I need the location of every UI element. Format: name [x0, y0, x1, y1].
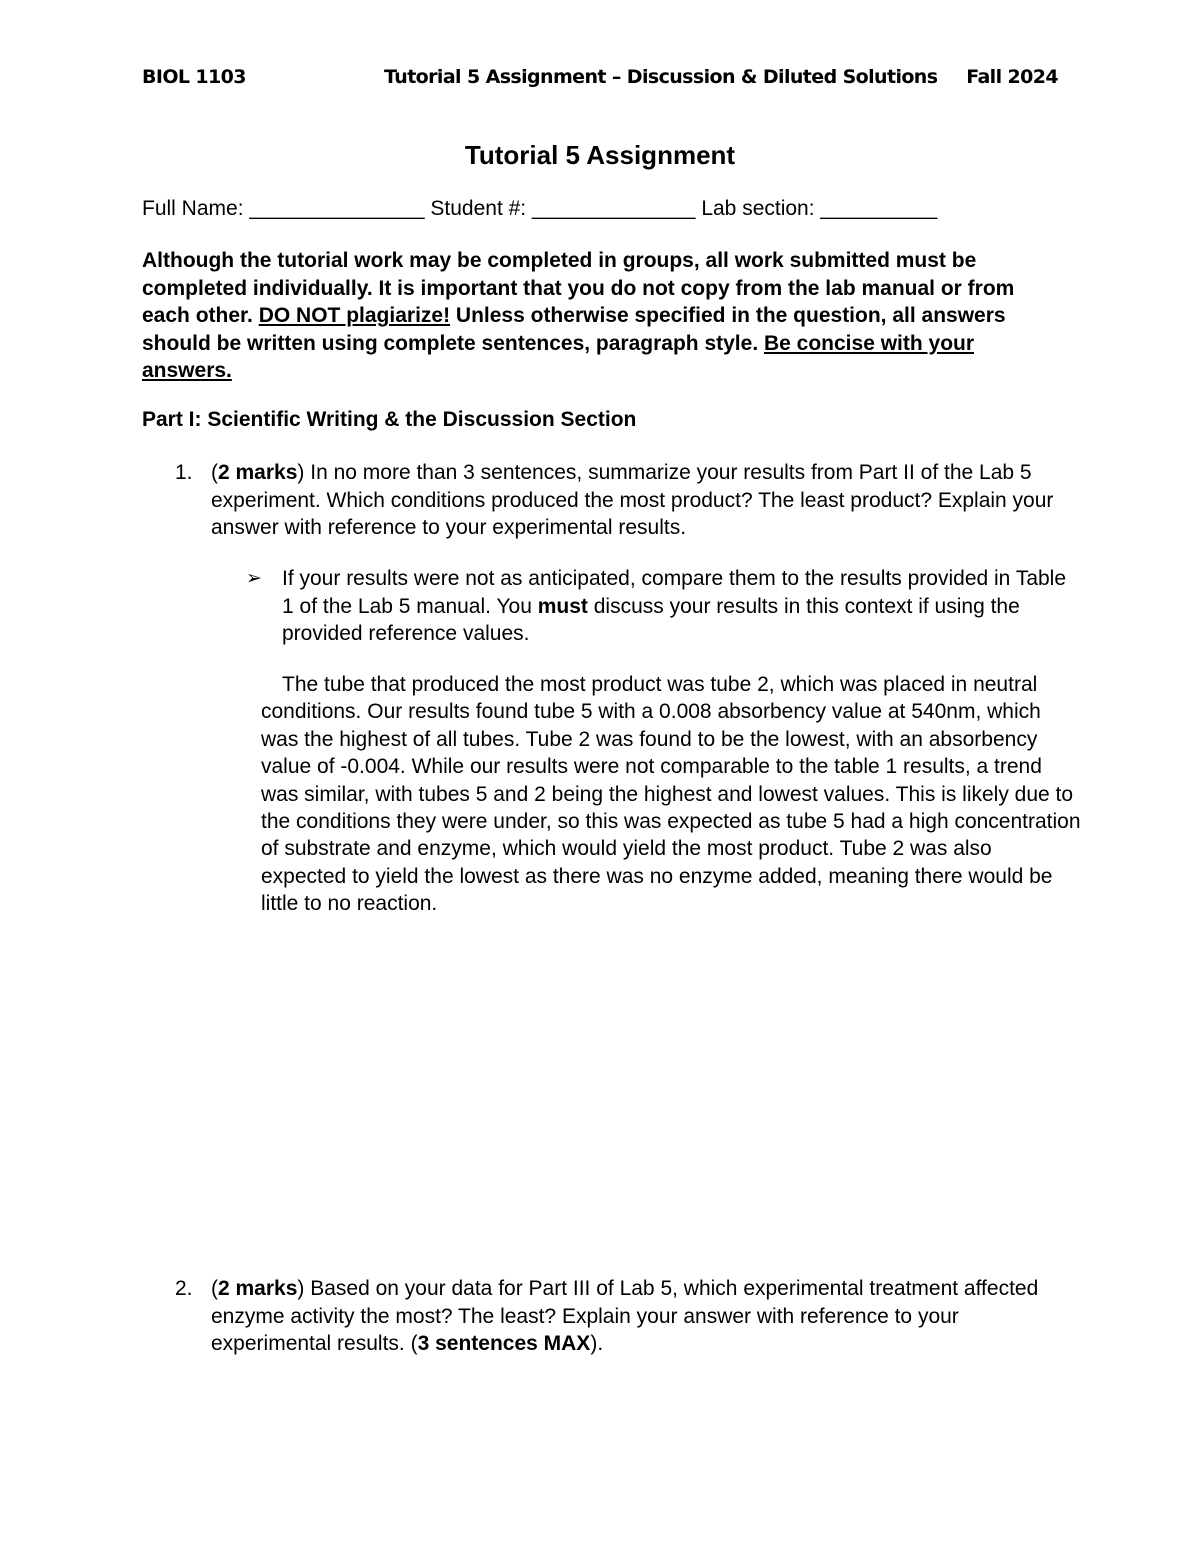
must-emphasis: must	[537, 594, 588, 618]
header-doc-title: Tutorial 5 Assignment – Discussion & Diluted Solutions	[384, 66, 938, 88]
question-2	[175, 1275, 1071, 1358]
notice-text-2: Unless otherwise specified in the question, all answers should be written using complete sentences, paragraph style.	[142, 304, 1006, 355]
paren: (	[211, 461, 218, 484]
lab-section-field: Lab section: __________	[701, 197, 938, 220]
question-number: 2.	[175, 1277, 193, 1300]
header-term: Fall 2024	[966, 66, 1058, 88]
page-title: Tutorial 5 Assignment	[464, 140, 736, 170]
header-course: BIOL 1103	[142, 66, 246, 88]
marks-label: 2 marks	[218, 461, 298, 484]
page-header	[142, 66, 1058, 96]
concise-warning: Be concise with your answers.	[142, 331, 975, 383]
answer-paragraph: The tube that produced the most product was tube 2, which was placed in neutral conditions. Our results found tube 5 with a 0.008 absorbency value at 540nm, which was the highest of all tubes. Tube 2 was found to be the lowest, with an absorbency value of -0.004. While our results were not comparable to the table 1 results, a trend was similar, with tubes 5 and 2 being the highest and lowest values. This is likely due to the conditions they were under, so this was expected as tube 5 had a high concentration of substrate and enzyme, which would yield the most product. Tube 2 was also expected to yield the lowest as there was no enzyme added, meaning there would be little to no reaction.	[261, 673, 1081, 916]
section-heading: Part I: Scientific Writing & the Discussion Section	[142, 408, 637, 431]
student-info-fields	[142, 197, 937, 221]
student-number-field: Student #: ______________	[430, 197, 696, 220]
question-text: ) In no more than 3 sentences, summarize your results from Part II of the Lab 5 experiment. Which conditions produced the most product? The least product? Explain your answer with reference to your experimental results.	[211, 461, 1054, 540]
full-name-field: Full Name: _______________	[142, 197, 425, 220]
paren: (	[211, 1277, 218, 1300]
marks-label: 2 marks	[218, 1277, 298, 1300]
notice-text-1: Although the tutorial work may be completed in groups, all work submitted must be completed individually. It is important that you do not copy from the lab manual or from each other.	[142, 249, 1015, 328]
max-sentences-label: 3 sentences MAX	[417, 1332, 591, 1356]
question-1	[175, 459, 1071, 542]
instructions-notice	[142, 247, 1062, 385]
bullet-text-1: If your results were not as anticipated, compare them to the results provided in Table 1 of the Lab 5 manual. You	[282, 567, 1067, 618]
question-number: 1.	[175, 461, 193, 484]
question-text: ) Based on your data for Part III of Lab 5, which experimental treatment affected enzyme activity the most? The least? Explain your answer with reference to your experimental results. (	[211, 1277, 1039, 1356]
bullet-note	[246, 565, 1072, 648]
bullet-text-2: discuss your results in this context if using the provided reference values.	[282, 594, 1020, 646]
plagiarism-warning: DO NOT plagiarize!	[258, 304, 451, 328]
question-text-end: ).	[590, 1332, 604, 1356]
arrow-bullet-icon: ➢	[246, 568, 262, 589]
